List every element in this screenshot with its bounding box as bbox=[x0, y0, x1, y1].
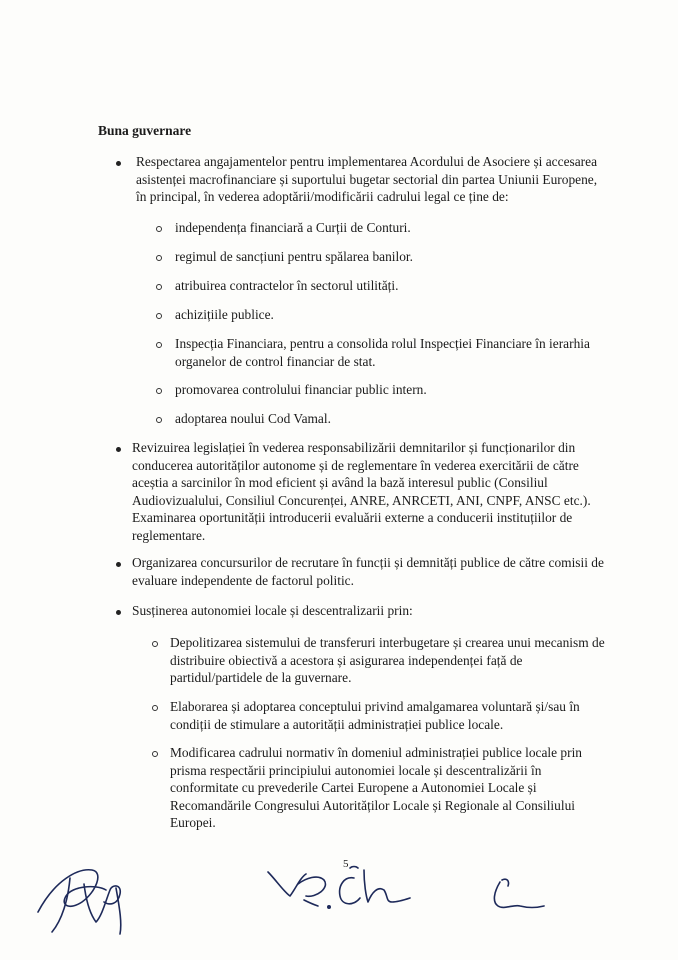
sub-item-text: achizițiile publice. bbox=[175, 307, 274, 322]
bullet-text: Respectarea angajamentelor pentru implementarea Acordului de Asociere și accesarea asistenței macrofinanciare și suportului bugetar sectorial din partea Uniunii Europene, în principal, în vederea adoptării/modificării cadrului legal ce ține de: bbox=[136, 154, 598, 205]
section-heading: Buna guvernare bbox=[98, 123, 192, 138]
sub-bullet-marker bbox=[156, 255, 162, 261]
sub-item-text: Modificarea cadrului normativ în domeniul administrației publice locale prin prisma respectării principiului autonomiei locale și descentralizării în conformitate cu prevederile Cartei Europene a Autonomiei Locale și Recomandările Congresului Autorităților Locale și Regionale al Consiliului Europei. bbox=[170, 745, 583, 831]
sub-item-text: Depolitizarea sistemului de transferuri interbugetare și crearea unui mecanism de distribuire obiectivă a acestora și asigurarea independenței față de partidul/partidele de la guvernare. bbox=[170, 635, 605, 686]
bullet-marker bbox=[116, 447, 121, 452]
bullet-text: Organizarea concursurilor de recrutare în funcții și demnități publice de către comisii de evaluare independente de factorul politic. bbox=[132, 555, 604, 588]
bullet-marker bbox=[116, 610, 121, 615]
sub-item-text: promovarea controlului financiar public intern. bbox=[175, 382, 427, 397]
sub-bullet-marker bbox=[156, 388, 162, 394]
sub-item-text: regimul de sancțiuni pentru spălarea banilor. bbox=[175, 249, 413, 264]
sub-item-text: atribuirea contractelor în sectorul utilități. bbox=[175, 278, 399, 293]
sub-bullet-marker bbox=[156, 342, 162, 348]
sub-bullet-marker bbox=[156, 417, 162, 423]
bullet-text: Susținerea autonomiei locale și descentralizarii prin: bbox=[132, 603, 413, 618]
bullet-marker bbox=[116, 562, 121, 567]
sub-bullet-marker bbox=[156, 284, 162, 290]
handwritten-signatures bbox=[0, 840, 678, 960]
sub-item-text: Inspecția Financiara, pentru a consolida rolul Inspecției Financiare în ierarhia organelor de control financiar de stat. bbox=[175, 336, 590, 369]
sub-bullet-marker bbox=[156, 226, 162, 232]
page-number: 5 bbox=[343, 858, 349, 870]
sub-item-text: adoptarea noului Cod Vamal. bbox=[175, 411, 331, 426]
bullet-text: Revizuirea legislației în vederea responsabilizării demnitarilor și funcționarilor din conducerea autorităților autonome și de reglementare în vederea exercitării de către aceștia a sarcinilor în mod eficient și având la bază interesul public (Consiliul Audiovizualului, Consiliul Concurenței, ANRE, ANRCETI, ANI, CNPF, ANSC etc.). Examinarea oportunității introducerii evaluării externe a conducerii instituțiilor de reglementare. bbox=[132, 440, 591, 543]
sub-bullet-marker bbox=[152, 641, 158, 647]
sub-item-text: independența financiară a Curții de Conturi. bbox=[175, 220, 411, 235]
sub-bullet-marker bbox=[152, 751, 158, 757]
sub-item-text: Elaborarea și adoptarea conceptului privind amalgamarea voluntară și/sau în condiții de stimulare a autorității administrației publice locale. bbox=[170, 699, 580, 732]
bullet-marker bbox=[116, 161, 121, 166]
sub-bullet-marker bbox=[152, 705, 158, 711]
sub-bullet-marker bbox=[156, 313, 162, 319]
